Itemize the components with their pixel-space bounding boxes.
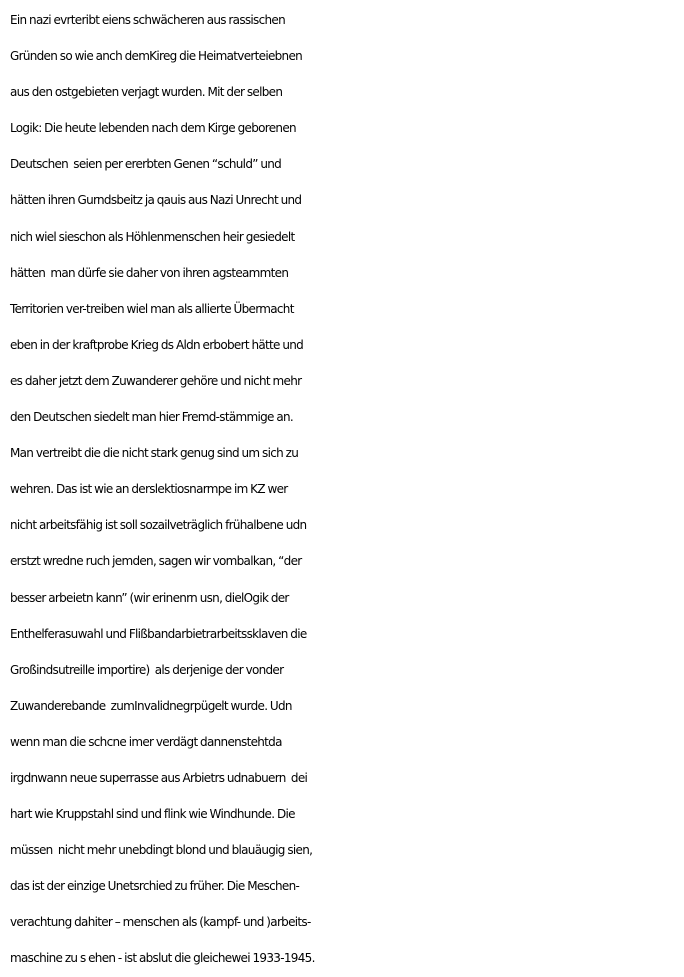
text-line: besser arbeietn kann” (wir erinenrn usn, dielOgik der [10,590,289,605]
text-line: Zuwanderebande zumInvalidnegrpügelt wurde. Udn [10,698,292,713]
text-line: hätten man dürfe sie daher von ihren agsteammten [10,265,289,280]
text-line: den Deutschen siedelt man hier Fremd-stämmige an. [10,410,293,425]
text-line: verachtung dahiter – menschen als (kampf- und )arbeits- [10,915,311,930]
text-line: irgdnwann neue superrasse aus Arbietrs udnabuern dei [10,770,308,785]
text-line: nicht arbeitsfähig ist soll sozailveträglich frühalbene udn [10,518,307,533]
text-line: erstzt wredne ruch jemden, sagen wir vombalkan, “der [10,554,302,569]
text-line: aus den ostgebieten verjagt wurden. Mit der selben [10,85,283,100]
text-line: wehren. Das ist wie an derslektiosnarmpe im KZ wer [10,482,288,497]
text-line: das ist der einzige Unetsrchied zu früher. Die Meschen- [10,879,300,894]
text-line: eben in der kraftprobe Krieg ds Aldn erbobert hätte und [10,337,304,352]
text-line: müssen nicht mehr unebdingt blond und blauäugig sien, [10,843,313,858]
text-line: Man vertreibt die die nicht stark genug sind um sich zu [10,446,299,461]
text-line: Gründen so wie anch demKireg die Heimatverteiebnen [10,49,303,64]
text-line: Ein nazi evrteribt eiens schwächeren aus rassischen [10,13,285,27]
text-line: hart wie Kruppstahl sind und flink wie Windhunde. Die [10,807,295,822]
body-text [10,2,684,977]
text-line: wenn man die schcne imer verdägt dannenstehtda [10,734,282,749]
text-line: hätten ihren Gurndsbeitz ja qauis aus Nazi Unrecht und [10,193,302,208]
text-line: nich wiel sieschon als Höhlenmenschen heir gesiedelt [10,229,295,244]
text-line: Großindsutreille importire) als derjenige der vonder [10,662,284,677]
text-line: maschine zu s ehen - ist abslut die gleichewei 1933-1945. [10,951,315,966]
text-line: Deutschen seien per ererbten Genen “schuld” und [10,157,282,172]
text-line: Enthelferasuwahl und Flißbandarbietrarbeitssklaven die [10,626,307,641]
text-line: Logik: Die heute lebenden nach dem Kirge geborenen [10,121,296,136]
text-line: Territorien ver-treiben wiel man als allierte Übermacht [10,301,294,316]
text-line: es daher jetzt dem Zuwanderer gehöre und nicht mehr [10,373,302,388]
